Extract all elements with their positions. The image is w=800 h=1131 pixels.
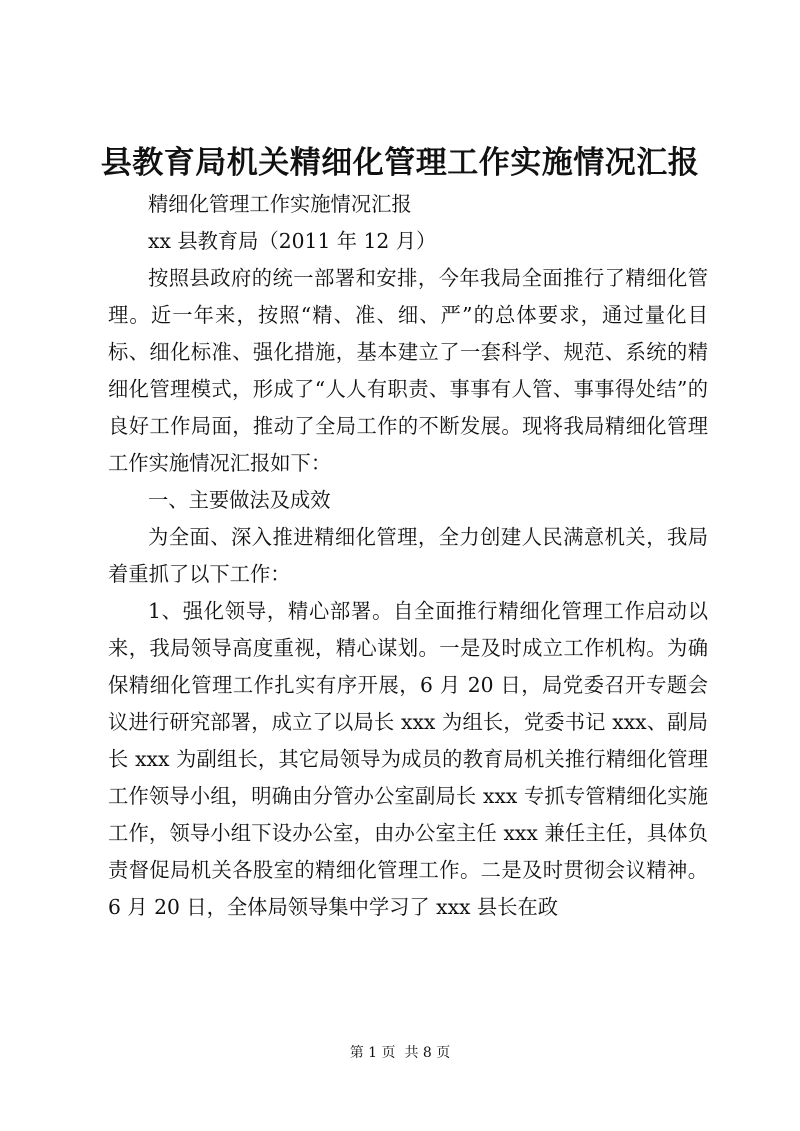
paragraph-intro: 按照县政府的统一部署和安排，今年我局全面推行了精细化管理。近一年来，按照“精、准、细、严”的总体要求，通过量化目标、细化标准、强化措施，基本建立了一套科学、规范、系统的精细化管理模式，形成了“人人有职责、事事有人管、事事得处结”的良好工作局面，推动了全局工作的不断发展。现将我局精细化管理工作实施情况汇报如下： [108,266,708,475]
document-body [108,186,708,926]
document-title: 县教育局机关精细化管理工作实施情况汇报 [100,145,700,181]
section-heading: 一、主要做法及成效 [148,488,331,512]
paragraph-overview: 为全面、深入推进精细化管理，全力创建人民满意机关，我局着重抓了以下工作： [108,525,708,586]
paragraph-item-1: 1、强化领导，精心部署。自全面推行精细化管理工作启动以来，我局领导高度重视，精心谋划。一是及时成立工作机构。为确保精细化管理工作扎实有序开展，6 月 20 日，局党委召开专题会议进行研究部署，成立了以局长 xxx 为组长，党委书记 xxx、副局长 xxx 为副组长，其它局领导为成员的教育局机关推行精细化管理工作领导小组，明确由分管办公室副局长 xxx 专抓专管精细化实施工作，领导小组下设办公室，由办公室主任 xxx 兼任主任，具体负责督促局机关各股室的精细化管理工作。二是及时贯彻会议精神。6 月 20 日，全体局领导集中学习了 xxx 县长在政 [108,599,708,919]
author-line: xx 县教育局（2011 年 12 月） [148,229,437,253]
subtitle-line: 精细化管理工作实施情况汇报 [148,192,412,216]
page-footer: 第 1 页 共 8 页 [349,1045,451,1061]
